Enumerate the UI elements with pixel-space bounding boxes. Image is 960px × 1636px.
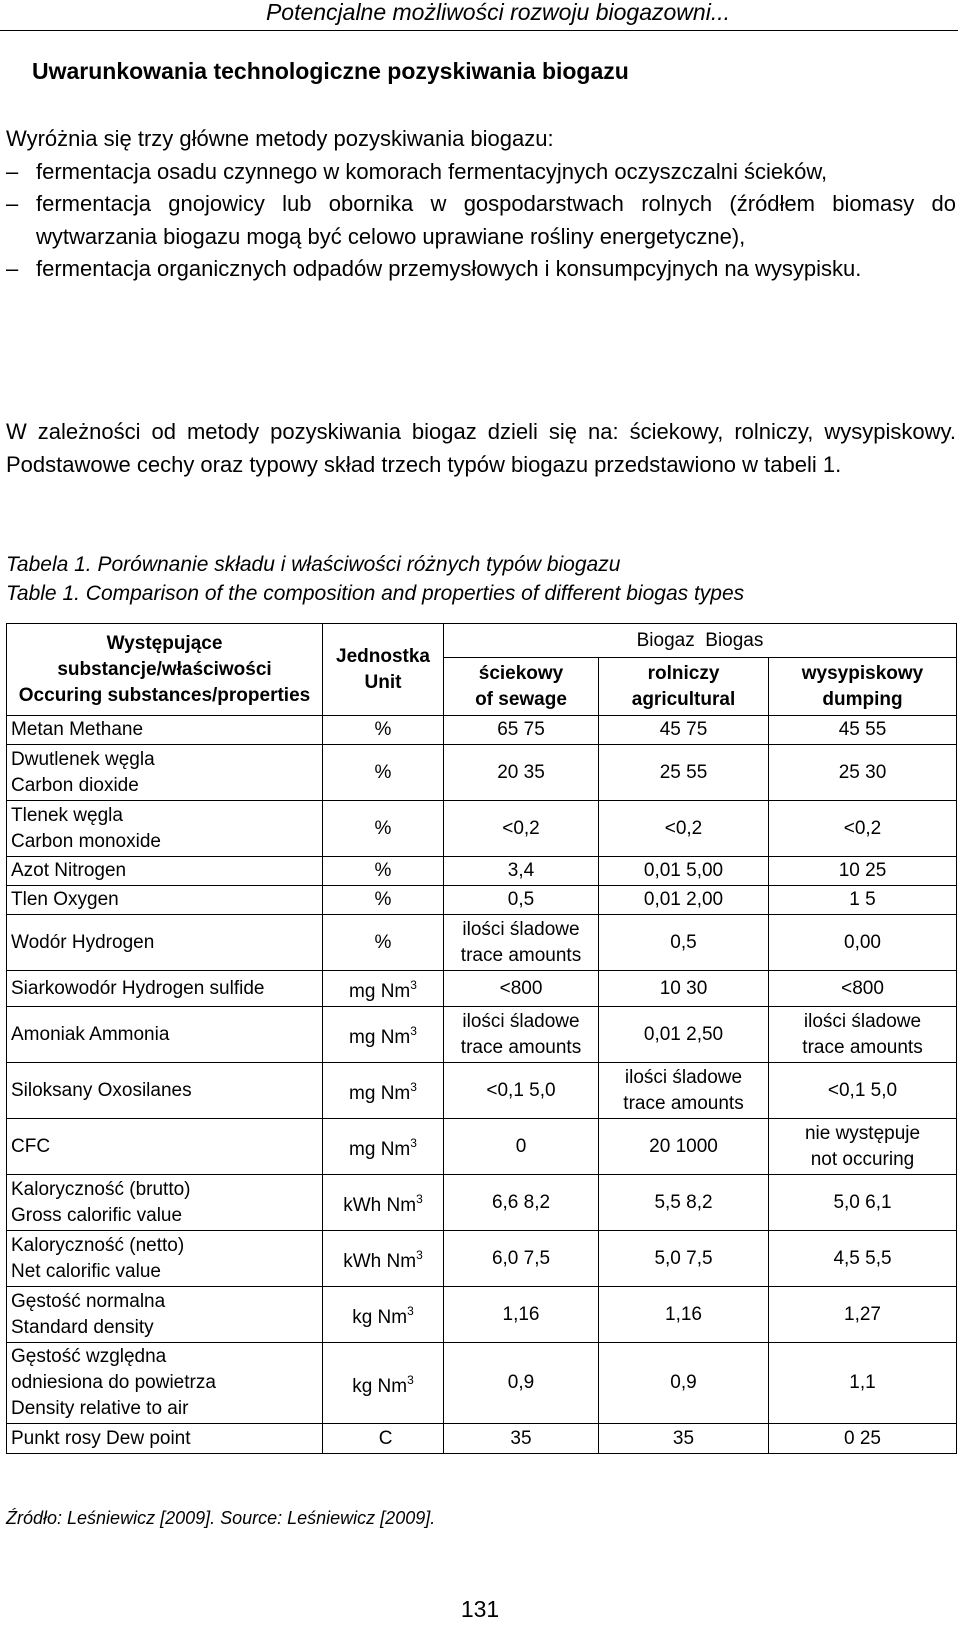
- value-agricultural: 20 1000: [599, 1119, 769, 1175]
- value-agricultural: 0,01 2,00: [599, 886, 769, 915]
- row-property: Azot Nitrogen: [7, 857, 323, 886]
- running-head-text: Potencjalne możliwości rozwoju biogazowni...: [265, 0, 730, 25]
- value-sewage: 35: [444, 1424, 599, 1454]
- table-header: [7, 624, 957, 716]
- table-row: [7, 1424, 957, 1454]
- row-unit: %: [323, 745, 444, 801]
- value-dumping: 1 5: [769, 886, 957, 915]
- unit-exponent: 3: [407, 1372, 414, 1387]
- method-item: – fermentacja osadu czynnego w komorach fermentacyjnych oczyszczalni ścieków,: [6, 156, 956, 189]
- row-property: Tlen Oxygen: [7, 886, 323, 915]
- header-unit: Jednostka Unit: [323, 624, 444, 716]
- row-unit: mg Nm$^3$: [323, 1063, 444, 1119]
- row-unit: %: [323, 857, 444, 886]
- row-property: Wodór Hydrogen: [7, 915, 323, 971]
- value-agricultural: 5,0 7,5: [599, 1231, 769, 1287]
- row-unit: %: [323, 801, 444, 857]
- table-caption-pl: Tabela 1. Porównanie składu i właściwości różnych typów biogazu: [6, 553, 621, 576]
- row-unit: %: [323, 915, 444, 971]
- table-row: [7, 915, 957, 971]
- value-dumping: <800: [769, 971, 957, 1007]
- value-sewage: 20 35: [444, 745, 599, 801]
- unit-exponent: 3: [407, 1304, 414, 1318]
- row-unit: mg Nm$^3$: [323, 971, 444, 1007]
- row-property: Kaloryczność (netto) Net calorific value: [7, 1231, 323, 1287]
- row-property: Kaloryczność (brutto) Gross calorific value: [7, 1175, 323, 1231]
- value-sewage: 1,16: [444, 1287, 599, 1343]
- value-sewage: ilości śladowe trace amounts: [444, 1007, 599, 1063]
- unit-exponent: 3: [416, 1192, 423, 1206]
- row-unit: %: [323, 886, 444, 915]
- value-dumping: 1,27: [769, 1287, 957, 1343]
- row-property: Gęstość względna odniesiona do powietrza Density relative to air: [7, 1343, 323, 1424]
- value-agricultural: 45 75: [599, 716, 769, 745]
- unit-exponent: 3: [410, 1024, 417, 1038]
- row-unit: kWh Nm$^3$: [323, 1231, 444, 1287]
- table-caption: [6, 550, 744, 608]
- table-body: [7, 716, 957, 1454]
- value-dumping: 0,00: [769, 915, 957, 971]
- row-unit: C: [323, 1424, 444, 1454]
- body-paragraph: W zależności od metody pozyskiwania biogaz dzieli się na: ściekowy, rolniczy, wysypiskowy. Podstawowe cechy oraz typowy skład trzech typów biogazu przedstawiono w tabeli 1.: [6, 419, 956, 477]
- unit-exponent: 3: [410, 1136, 417, 1150]
- row-property: Siloksany Oxosilanes: [7, 1063, 323, 1119]
- value-dumping: 10 25: [769, 857, 957, 886]
- row-unit: %: [323, 716, 444, 745]
- running-head: [0, 0, 958, 31]
- table-row: [7, 1007, 957, 1063]
- value-agricultural: ilości śladowe trace amounts: [599, 1063, 769, 1119]
- value-dumping: <0,2: [769, 801, 957, 857]
- unit-exponent: 3: [410, 978, 417, 992]
- value-sewage: <0,1 5,0: [444, 1063, 599, 1119]
- value-sewage: <800: [444, 971, 599, 1007]
- table-caption-en: Table 1. Comparison of the composition and properties of different biogas types: [6, 582, 745, 605]
- table-row: [7, 886, 957, 915]
- value-agricultural: 0,01 5,00: [599, 857, 769, 886]
- page-number: 131: [460, 1596, 500, 1622]
- value-sewage: 0,9: [444, 1343, 599, 1424]
- value-agricultural: 25 55: [599, 745, 769, 801]
- header-biogas-group: Biogaz Biogas: [444, 624, 957, 658]
- row-property: Punkt rosy Dew point: [7, 1424, 323, 1454]
- row-property: Amoniak Ammonia: [7, 1007, 323, 1063]
- header-agricultural: rolniczy agricultural: [599, 658, 769, 716]
- value-sewage: 65 75: [444, 716, 599, 745]
- value-dumping: 1,1: [769, 1343, 957, 1424]
- row-property: Tlenek węgla Carbon monoxide: [7, 801, 323, 857]
- table-row: [7, 1175, 957, 1231]
- row-unit: kg Nm$^3$: [323, 1287, 444, 1343]
- table-row: [7, 716, 957, 745]
- value-dumping: 45 55: [769, 716, 957, 745]
- header-substance: Występujące substancje/właściwości Occuring substances/properties: [7, 624, 323, 716]
- header-dumping: wysypiskowy dumping: [769, 658, 957, 716]
- row-unit: kg Nm$^3$: [323, 1343, 444, 1424]
- value-agricultural: 0,5: [599, 915, 769, 971]
- value-agricultural: 10 30: [599, 971, 769, 1007]
- value-sewage: 0: [444, 1119, 599, 1175]
- value-dumping: ilości śladowe trace amounts: [769, 1007, 957, 1063]
- row-unit: kWh Nm$^3$: [323, 1175, 444, 1231]
- method-item: – fermentacja gnojowicy lub obornika w gospodarstwach rolnych (źródłem biomasy do wytwarzania biogazu mogą być celowo uprawiane rośliny energetyczne),: [6, 188, 956, 253]
- value-sewage: ilości śladowe trace amounts: [444, 915, 599, 971]
- table-row: [7, 801, 957, 857]
- header-sewage: ściekowy of sewage: [444, 658, 599, 716]
- table-row: [7, 1063, 957, 1119]
- value-sewage: <0,2: [444, 801, 599, 857]
- value-dumping: nie występuje not occuring: [769, 1119, 957, 1175]
- value-agricultural: 0,01 2,50: [599, 1007, 769, 1063]
- source-note: Źródło: Leśniewicz [2009]. Source: Leśniewicz [2009].: [6, 1508, 436, 1528]
- value-sewage: 3,4: [444, 857, 599, 886]
- biogas-table: [6, 623, 957, 1454]
- value-dumping: 25 30: [769, 745, 957, 801]
- row-property: Metan Methane: [7, 716, 323, 745]
- value-sewage: 6,6 8,2: [444, 1175, 599, 1231]
- table-row: [7, 1287, 957, 1343]
- value-dumping: 0 25: [769, 1424, 957, 1454]
- table-row: [7, 971, 957, 1007]
- value-agricultural: <0,2: [599, 801, 769, 857]
- table-row: [7, 857, 957, 886]
- row-property: Dwutlenek węgla Carbon dioxide: [7, 745, 323, 801]
- row-unit: mg Nm$^3$: [323, 1007, 444, 1063]
- intro-block: [6, 123, 956, 286]
- value-dumping: 4,5 5,5: [769, 1231, 957, 1287]
- row-unit: mg Nm$^3$: [323, 1119, 444, 1175]
- table-row: [7, 745, 957, 801]
- value-sewage: 0,5: [444, 886, 599, 915]
- methods-list: [6, 156, 956, 286]
- row-property: Gęstość normalna Standard density: [7, 1287, 323, 1343]
- value-agricultural: 1,16: [599, 1287, 769, 1343]
- value-agricultural: 35: [599, 1424, 769, 1454]
- table-row: [7, 1119, 957, 1175]
- method-item: – fermentacja organicznych odpadów przemysłowych i konsumpcyjnych na wysypisku.: [6, 253, 956, 286]
- row-property: Siarkowodór Hydrogen sulfide: [7, 971, 323, 1007]
- unit-exponent: 3: [410, 1080, 417, 1094]
- value-dumping: <0,1 5,0: [769, 1063, 957, 1119]
- unit-exponent: 3: [416, 1248, 423, 1262]
- value-dumping: 5,0 6,1: [769, 1175, 957, 1231]
- value-agricultural: 5,5 8,2: [599, 1175, 769, 1231]
- row-property: CFC: [7, 1119, 323, 1175]
- section-title: Uwarunkowania technologiczne pozyskiwania biogazu: [32, 58, 629, 84]
- value-sewage: 6,0 7,5: [444, 1231, 599, 1287]
- value-agricultural: 0,9: [599, 1343, 769, 1424]
- table-row: [7, 1231, 957, 1287]
- intro-sentence: Wyróżnia się trzy główne metody pozyskiwania biogazu:: [6, 126, 554, 151]
- table-row: [7, 1343, 957, 1424]
